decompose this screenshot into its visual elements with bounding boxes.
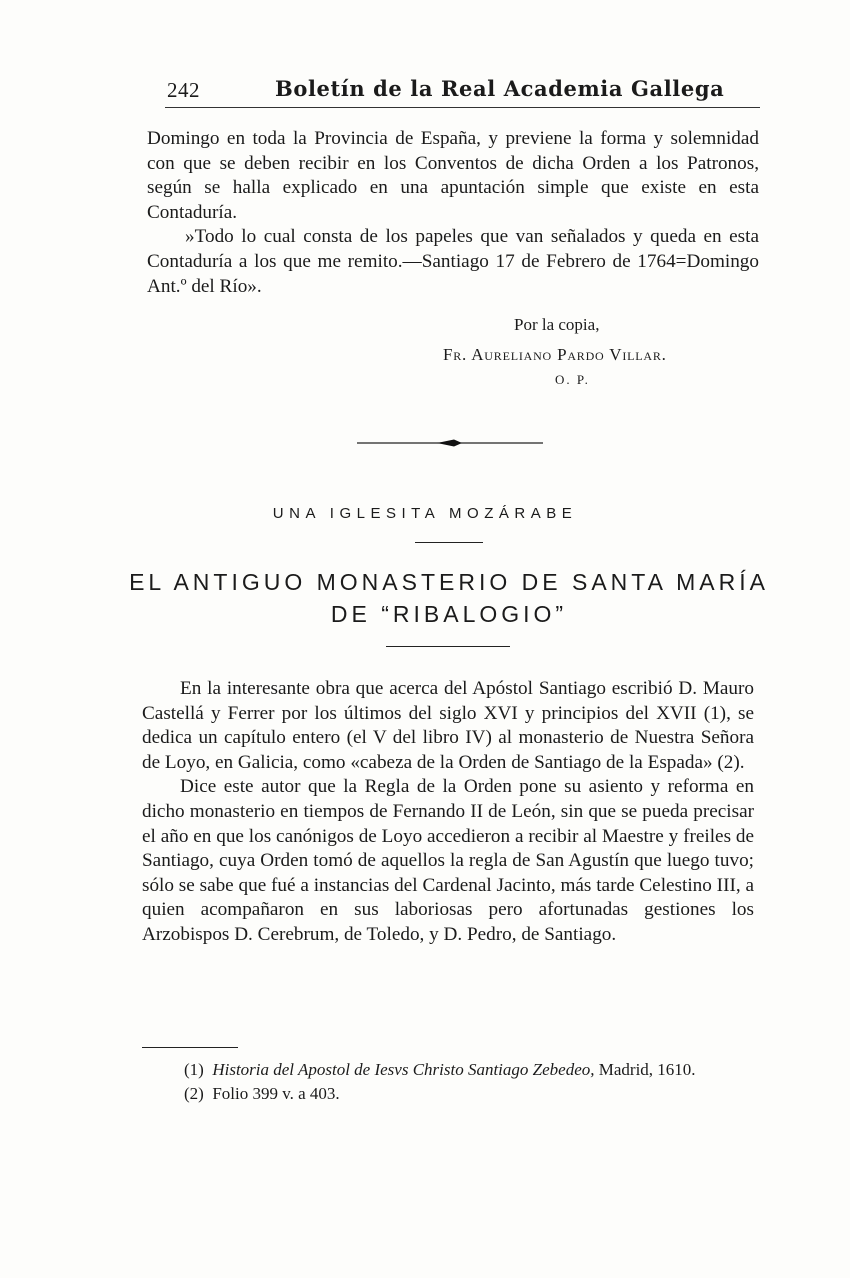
footnote-2-text: Folio 399 v. a 403. [212,1083,340,1103]
article-subtitle: UNA IGLESITA MOZÁRABE [272,505,578,522]
article-paragraph-2: Dice este autor que la Regla de la Orden pone su asiento y reforma en dicho monasterio en tiempos de Fernando II de León, sin que se pueda precisar el año en que los canónigos de Loyo accedieron a recibir al Maestre y freiles de Santiago, cuya Orden tomó de aquellos la regla de San Agustín que luego tuvo; sólo se sabe que fué a instancias del Cardenal Jacinto, más tarde Celestino III, a quien acompañaron en sus laboriosas pero afortunadas gestiones los Arzobispos D. Cerebrum, de Toledo, y D. Pedro, de Santiago. [142,776,754,945]
signature-copy-text: Por la copia, [514,315,600,334]
continuation-paragraph-2: »Todo lo cual consta de los papeles que van señalados y queda en esta Contaduría a los que me remito.—Santiago 17 de Febrero de 1764=Domingo Ant.º del Río». [147,226,759,297]
signature-order: O. P. [555,372,590,387]
header-rule [165,107,760,108]
footnotes [142,1058,754,1105]
footnote-1-title: Historia del Apostol de Iesvs Christo Santiago Zebedeo, [212,1060,595,1079]
article-body [142,677,754,948]
continuation-text [147,127,759,299]
article-title-line-2: DE “RIBALOGIO” [330,601,568,627]
title-rule [386,646,510,647]
footnote-1 [142,1058,754,1082]
ornament-divider [357,434,543,452]
footnote-rule [142,1047,238,1048]
article-title-line-1: EL ANTIGUO MONASTERIO DE SANTA MARÍA [129,569,769,595]
article-paragraph-1: En la interesante obra que acerca del Apóstol Santiago escribió D. Mauro Castellá y Ferrer por los últimos del siglo XVI y principios del XVII (1), se dedica un capítulo entero (el V del libro IV) al monasterio de Nuestra Señora de Loyo, en Galicia, como «cabeza de la Orden de Santiago de la Espada» (2). [142,678,754,773]
running-title: Boletín de la Real Academia Gallega [275,76,725,101]
signature-name: Fr. Aureliano Pardo Villar. [443,345,667,364]
footnote-1-marker: (1) [184,1060,204,1079]
subtitle-rule [415,542,483,543]
footnote-2 [142,1082,754,1106]
page-header [165,76,760,108]
footnote-2-marker: (2) [184,1083,204,1103]
page-number: 242 [167,78,200,102]
ornament-diamond [437,440,462,447]
footnote-1-rest: Madrid, 1610. [594,1060,696,1079]
continuation-paragraph-1: Domingo en toda la Provincia de España, y previene la forma y solemnidad con que se deben recibir en los Conventos de dicha Orden a los Patronos, según se halla explicado en una apuntación simple que existe en esta Contaduría. [147,128,759,223]
